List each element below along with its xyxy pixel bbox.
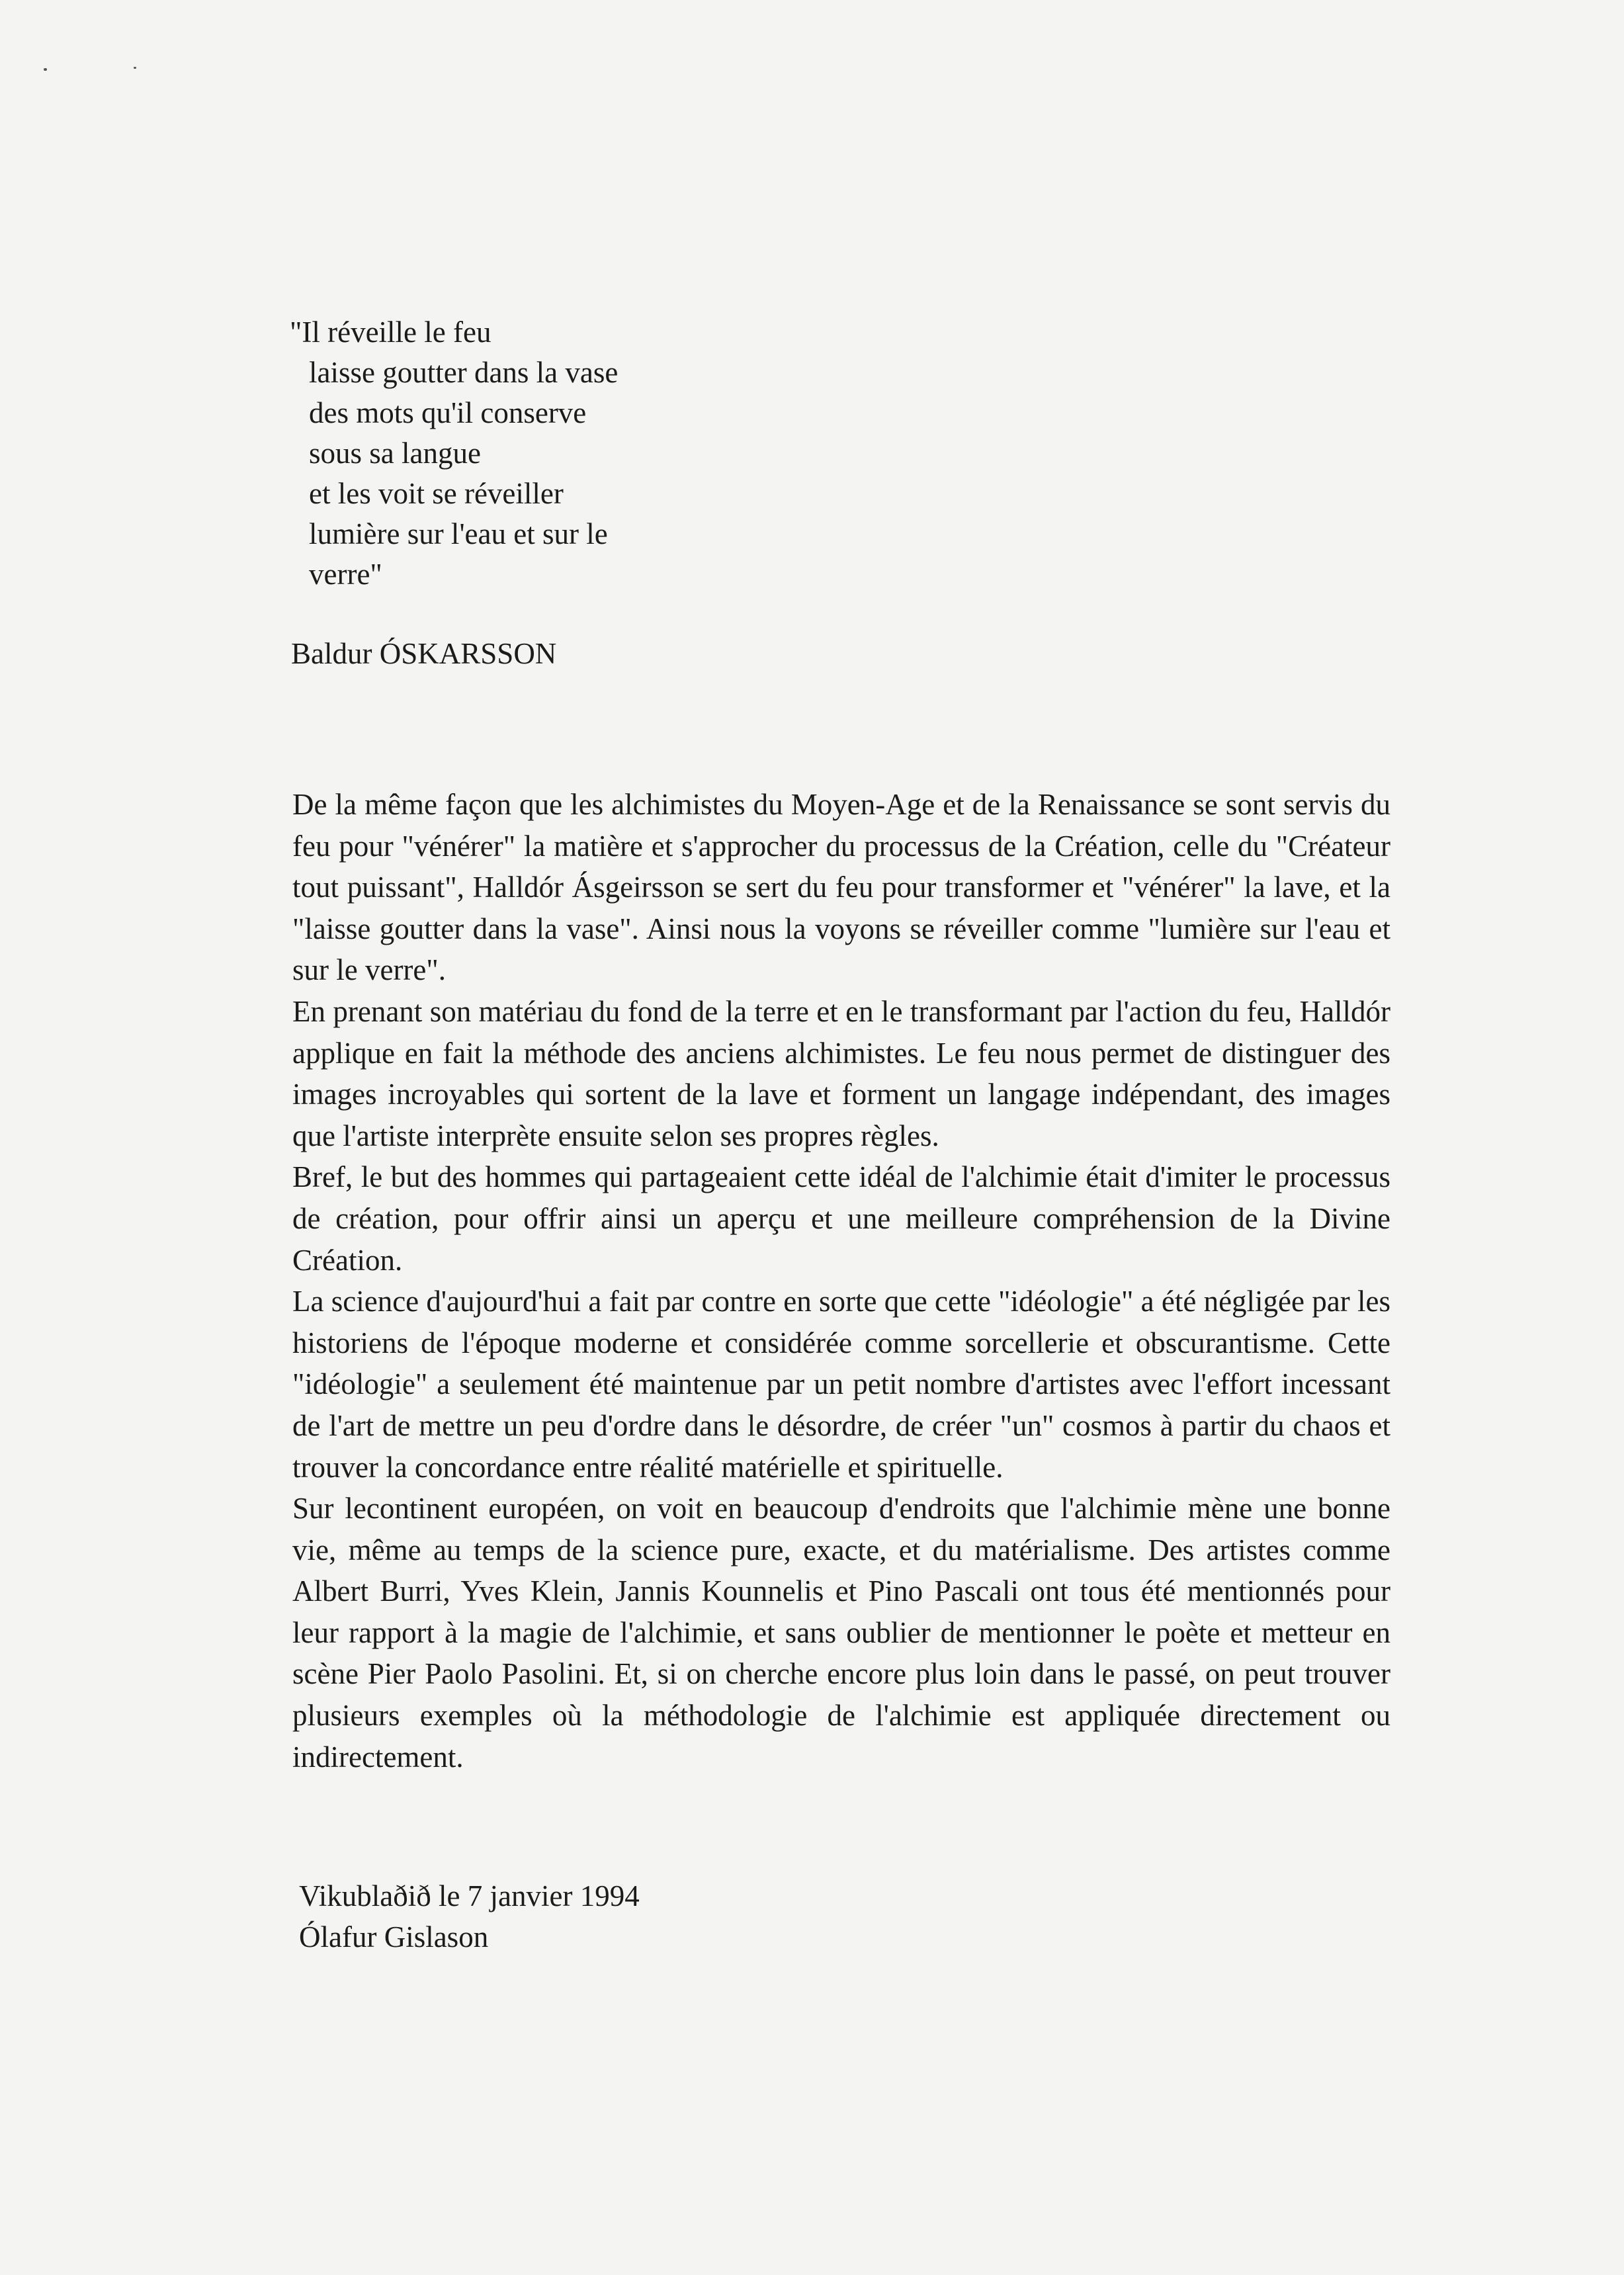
signature-block: [299, 1875, 640, 1957]
poem-line: lumière sur l'eau et sur le: [309, 517, 608, 550]
essay-paragraph: Bref, le but des hommes qui partageaient cette idéal de l'alchimie était d'imiter le processus de création, pour offrir ainsi un aperçu et une meilleure compréhension de la Divine Création.: [292, 1160, 1390, 1277]
poem-author: Baldur ÓSKARSSON: [291, 637, 557, 670]
publication-date: Vikublaðið le 7 janvier 1994: [299, 1879, 640, 1912]
essay-paragraph: Sur lecontinent européen, on voit en beaucoup d'endroits que l'alchimie mène une bonne vie, même au temps de la science pure, exacte, et du matérialisme. Des artistes comme Albert Burri, Yves Klein, Jannis Kounnelis et Pino Pascali ont tous été mentionnés pour leur rapport à la magie de l'alchimie, et sans oublier de mentionner le poète et metteur en scène Pier Paolo Pasolini. Et, si on cherche encore plus loin dans le passé, on peut trouver plusieurs exemples où la méthodologie de l'alchimie est appliquée directement ou indirectement.: [292, 1492, 1390, 1774]
poem-line: "Il réveille le feu: [290, 316, 491, 349]
poem-line: verre": [309, 558, 382, 591]
poem-epigraph: [290, 312, 885, 595]
essay-body: [292, 784, 1390, 1778]
paper-speck: [134, 67, 136, 69]
poem-line: et les voit se réveiller: [309, 477, 564, 510]
paper-speck: [44, 68, 47, 71]
essay-paragraph: La science d'aujourd'hui a fait par contre en sorte que cette "idéologie" a été négligée par les historiens de l'époque moderne et considérée comme sorcellerie et obscurantisme. Cette "idéologie" a seulement été maintenue par un petit nombre d'artistes avec l'effort incessant de l'art de mettre un peu d'ordre dans le désordre, de créer "un" cosmos à partir du chaos et trouver la concordance entre réalité matérielle et spirituelle.: [292, 1285, 1390, 1484]
poem-line: sous sa langue: [309, 437, 481, 470]
essay-author: Ólafur Gislason: [299, 1920, 489, 1953]
essay-paragraph: De la même façon que les alchimistes du Moyen-Age et de la Renaissance se sont servis du feu pour "vénérer" la matière et s'approcher du processus de la Création, celle du "Créateur tout puissant", Halldór Ásgeirsson se sert du feu pour transformer et "vénérer" la lave, et la "laisse goutter dans la vase". Ainsi nous la voyons se réveiller comme "lumière sur l'eau et sur le verre".: [292, 788, 1390, 987]
poem-line: laisse goutter dans la vase: [309, 356, 619, 389]
essay-paragraph: En prenant son matériau du fond de la terre et en le transformant par l'action du feu, Halldór applique en fait la méthode des anciens alchimistes. Le feu nous permet de distinguer des images incroyables qui sortent de la lave et forment un langage indépendant, des images que l'artiste interprète ensuite selon ses propres règles.: [292, 994, 1390, 1152]
poem-line: des mots qu'il conserve: [309, 396, 587, 429]
